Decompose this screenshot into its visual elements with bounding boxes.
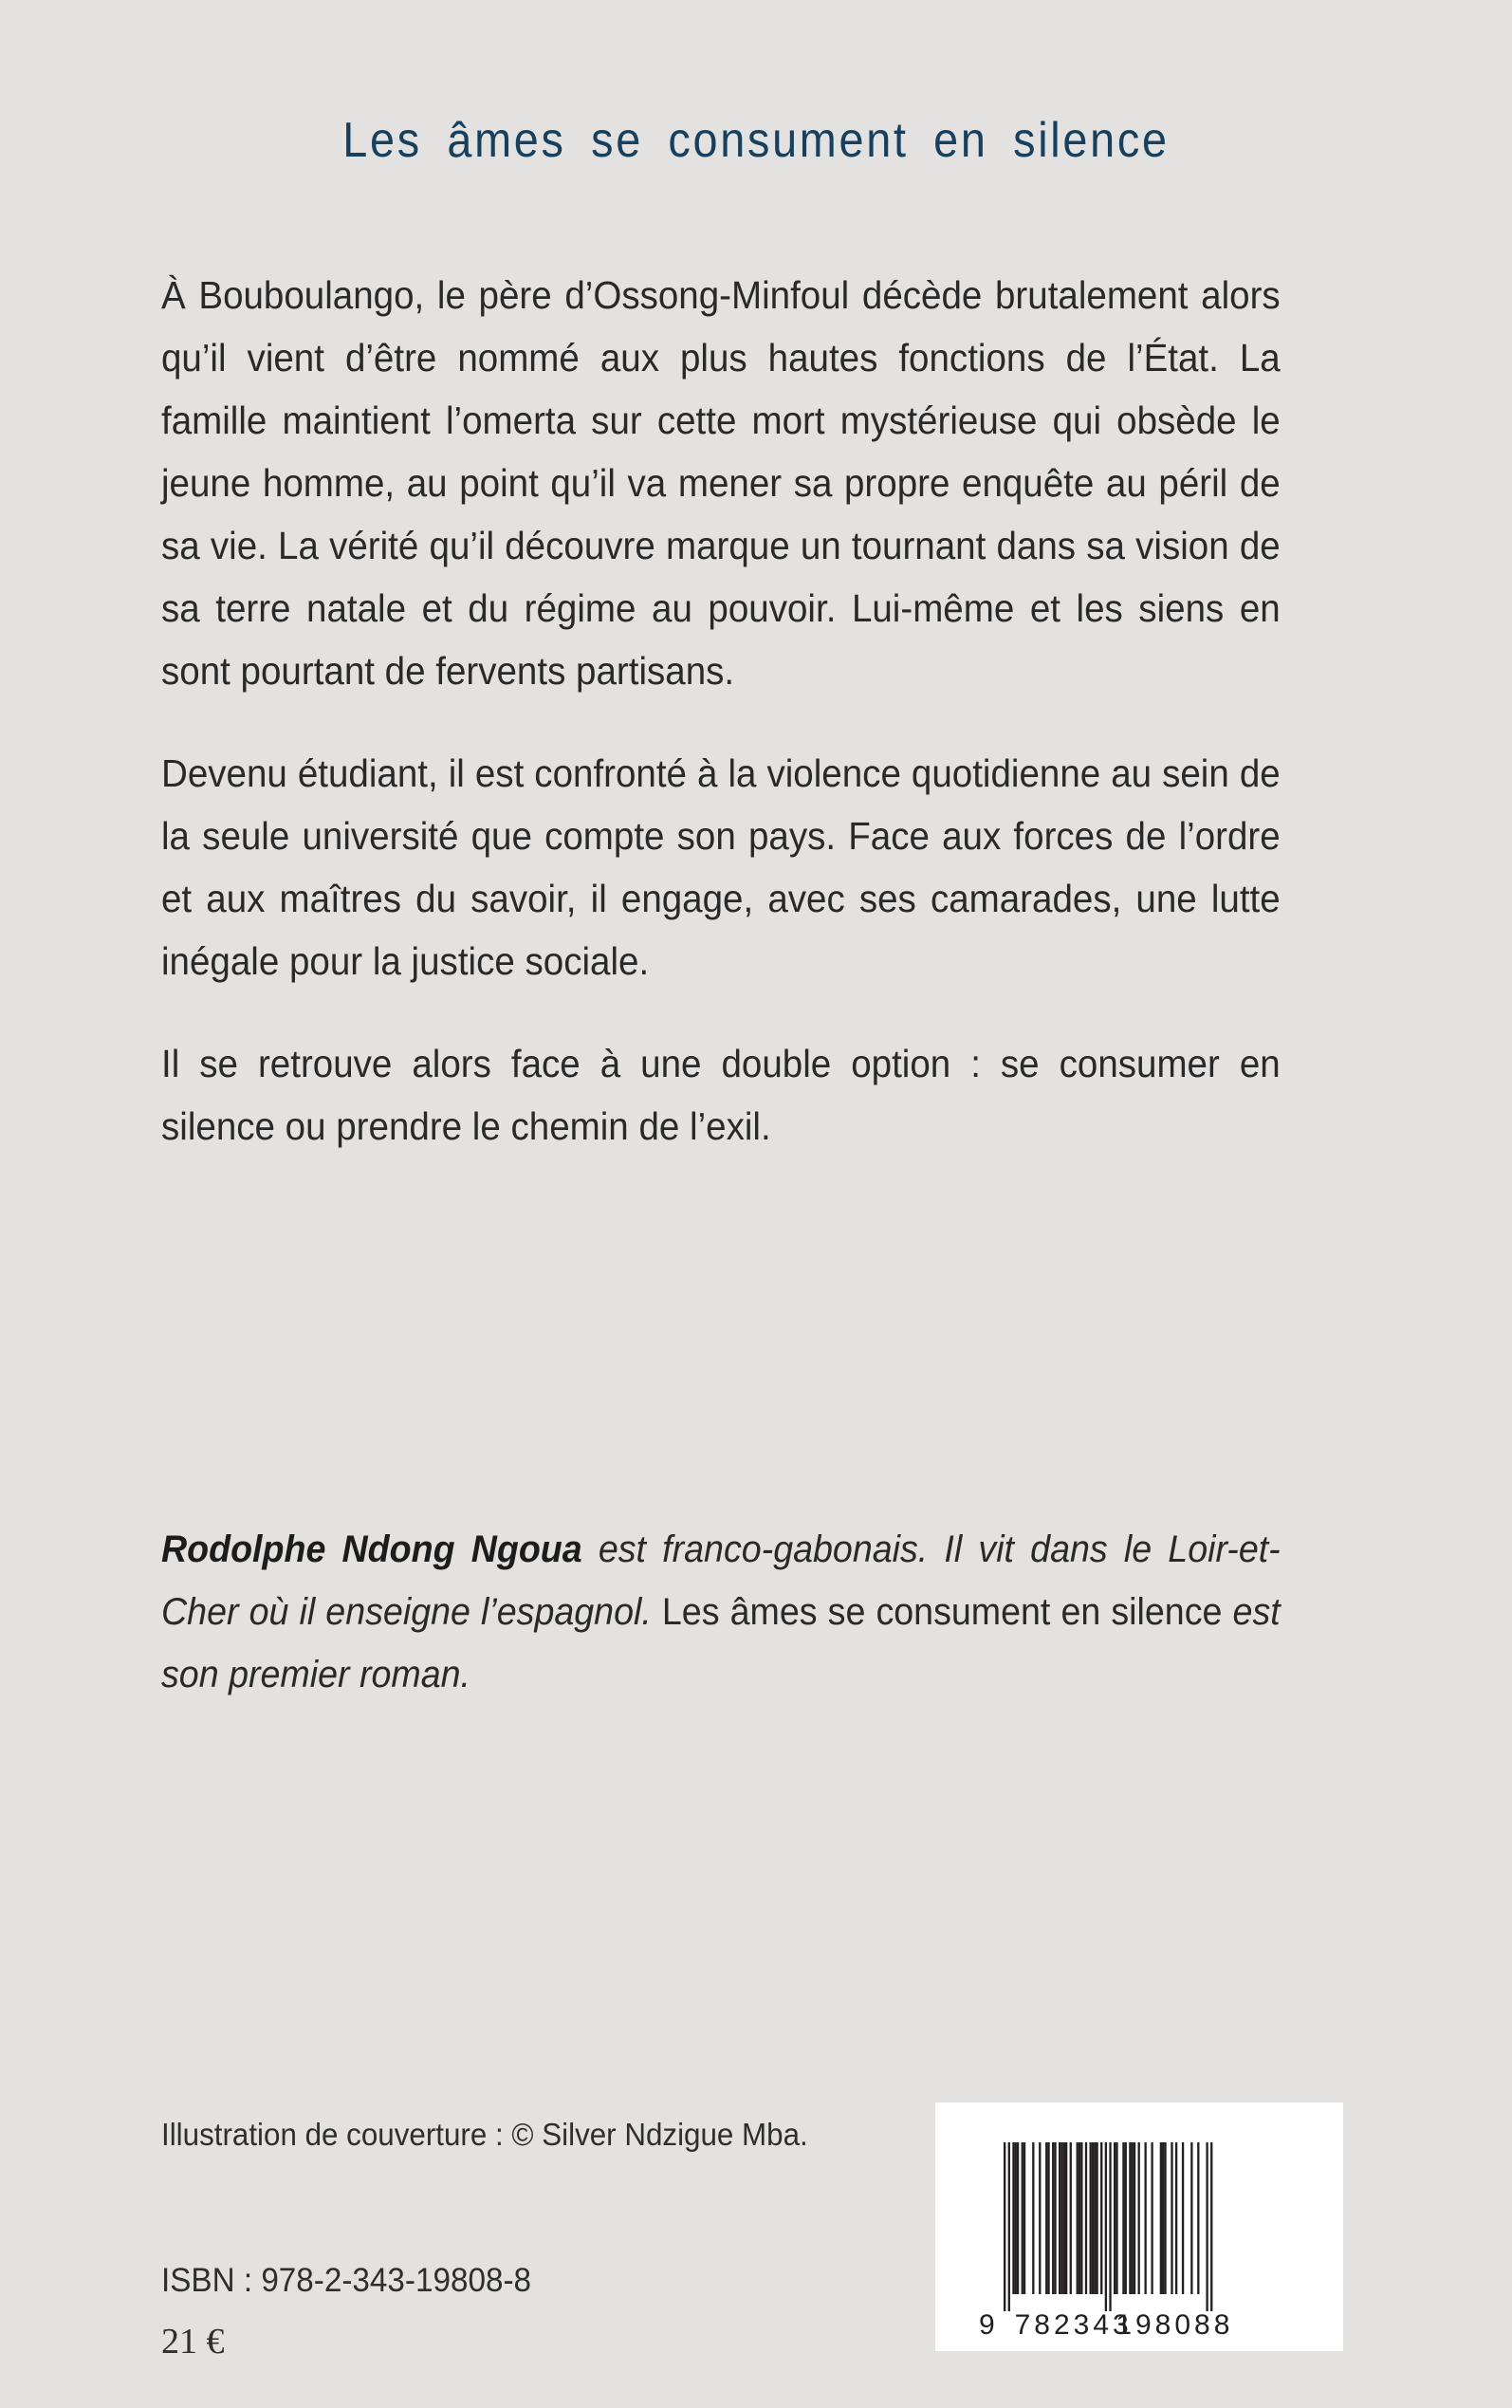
- synopsis-block: [161, 264, 1352, 1158]
- page-title: Les âmes se consument en silence: [342, 113, 1170, 168]
- synopsis-paragraph-3: Il se retrouve alors face à une double option : se consumer en silence ou prendre le chemin de l’exil.: [161, 1042, 1281, 1148]
- synopsis-paragraph-2: Devenu étudiant, il est confronté à la violence quotidienne au sein de la seule université que compte son pays. Face aux forces de l’ordre et aux maîtres du savoir, il engage, avec ses camarades, une lutte inégale pour la justice sociale.: [161, 751, 1281, 983]
- synopsis-paragraph-1: À Bouboulango, le père d’Ossong-Minfoul décède brutalement alors qu’il vient d’être nommé aux plus hautes fonctions de l’État. La famille maintient l’omerta sur cette mort mystérieuse qui obsède le jeune homme, au point qu’il va mener sa propre enquête au péril de sa vie. La vérité qu’il découvre marque un tournant dans sa vision de sa terre natale et du régime au pouvoir. Lui-même et les siens en sont pourtant de fervents partisans.: [161, 273, 1281, 693]
- barcode-digit-group-one: 782343: [1014, 2309, 1133, 2341]
- ean13-barcode-icon: [935, 2102, 1343, 2351]
- author-biography: [161, 1518, 1281, 1706]
- cover-illustration-credit: Illustration de couverture : © Silver Ndzigue Mba.: [161, 2117, 808, 2152]
- barcode-digit-group-two: 198088: [1116, 2309, 1234, 2341]
- author-bio-text-before-title: est franco-gabonais. Il vit dans le Loir-et-Cher où il enseigne l’espagnol.: [161, 1528, 1281, 1633]
- barcode-digit-left: 9: [979, 2309, 995, 2341]
- author-bio-work-title: Les âmes se consument en silence: [661, 1591, 1223, 1633]
- price-text: 21 €: [161, 2322, 225, 2362]
- author-bio-text-after-title: est son premier roman.: [161, 1591, 1281, 1695]
- isbn-text: ISBN : 978-2-343-19808-8: [161, 2262, 532, 2299]
- author-name: Rodolphe Ndong Ngoua: [161, 1528, 582, 1570]
- barcode-panel: [935, 2102, 1343, 2351]
